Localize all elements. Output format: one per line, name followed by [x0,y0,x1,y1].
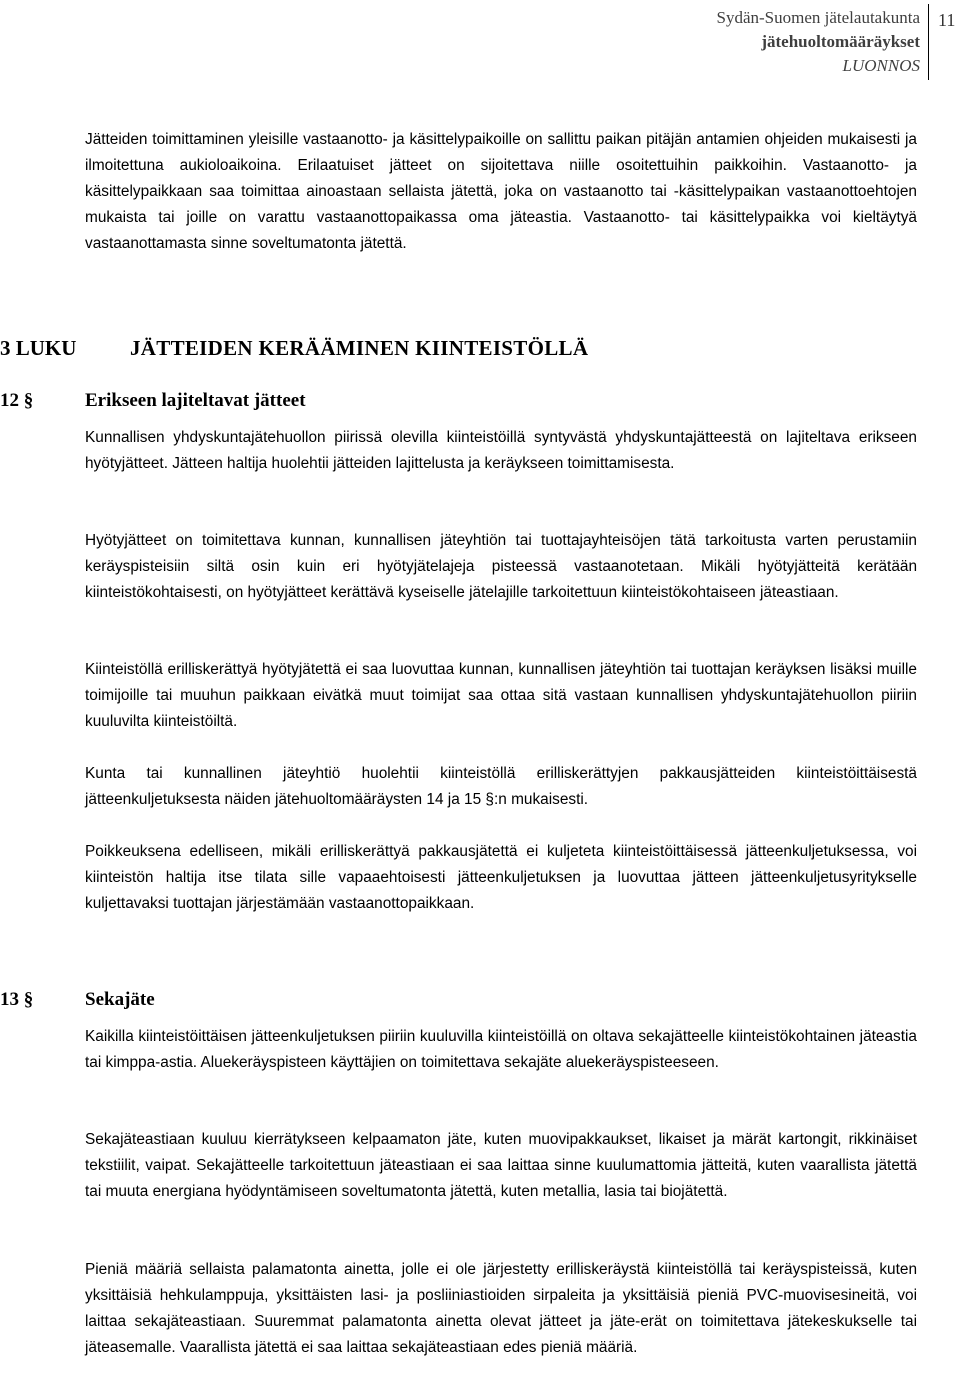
header-text-block [717,4,920,78]
chapter-title: JÄTTEIDEN KERÄÄMINEN KIINTEISTÖLLÄ [130,336,589,360]
section-13-paragraph-1: Kaikilla kiinteistöittäisen jätteenkuljetuksen piiriin kuuluvilla kiinteistöillä on oltava sekajätteelle kiinteistökohtainen jäteastia tai kimppa-astia. Aluekeräyspisteen käyttäjien on toimitettava sekajäte aluekeräyspisteeseen. [85,1028,917,1071]
intro-paragraph: Jätteiden toimittaminen yleisille vastaanotto- ja käsittelypaikoille on sallittu paikan pitäjän antamien ohjeiden mukaisesti ja ilmoitettuna aukioloaikoina. Erilaatuiset jätteet on sijoitettava niille osoitettuihin paikkoihin. Vastaanotto- ja käsittelypaikkaan saa toimittaa ainoastaan sellaista jätettä, joka on vastaanotto tai -käsittelypaikan vastaanottoehtojen mukaista tai joille on varattu vastaanottopaikassa oma jäteastia. Vastaanotto- tai käsittelypaikka voi kieltäytyä vastaanottamasta sinne soveltumatonta jätettä. [85,131,917,252]
section-13-heading [0,987,960,1017]
section-12-paragraph-3: Kiinteistöllä erilliskerättyä hyötyjätettä ei saa luovuttaa kunnan, kunnallisen jäteyhtiön tai tuottajan keräyksen lisäksi muille toimijoille tai muuhun paikkaan eivätkä muut toimijat saa ottaa sitä vastaan kunnallisen yhdyskuntajätehuollon piiriin kuuluvilta kiinteistöiltä. [85,661,917,730]
section-12-heading [0,388,960,418]
section-12-title: Erikseen lajiteltavat jätteet [85,390,306,411]
page-header [0,4,960,80]
section-13-paragraph-2: Sekajäteastiaan kuuluu kierrätykseen kelpaamaton jäte, kuten muovipakkaukset, likaiset ja märät kartongit, rikkinäiset tekstiilit, vaipat. Sekajätteelle tarkoitettuun jäteastiaan ei saa laittaa sinne kuulumattomia jätteitä, kuten vaarallista jätettä tai muuta energiana hyödyntämiseen soveltumatonta jätettä, kuten metallia, lasia tai biojätettä. [85,1131,917,1200]
page-number: 11 [938,10,956,30]
header-document-title: jätehuoltomääräykset [761,32,920,51]
header-divider [928,4,929,80]
section-12-paragraph-5: Poikkeuksena edelliseen, mikäli erilliskerättyä pakkausjätettä ei kuljeteta kiinteistöittäisessä jätteenkuljetuksessa, voi kiinteistön haltija itse tilata sille vapaaehtoisesti jätteenkuljetuksen ja luovuttaa jätteen jätteenkuljetusyritykselle kuljettavaksi tuottajan järjestämään vastaanottopaikkaan. [85,843,917,912]
chapter-heading [0,330,960,366]
section-12-paragraph-2: Hyötyjätteet on toimitettava kunnan, kunnallisen jäteyhtiön tai tuottajayhteisöjen tätä tarkoitusta varten perustamiin keräyspisteisiin siltä osin kuin eri hyötyjätelajeja pisteessä vastaanotetaan. Mikäli hyötyjätteitä kerätään kiinteistökohtaisesti, on hyötyjätteet kerättävä kyseiselle jätelajille tarkoitettuun kiinteistökohtaiseen jäteastiaan. [85,532,917,601]
section-12-paragraph-4: Kunta tai kunnallinen jäteyhtiö huolehtii kiinteistöllä erilliskerättyjen pakkausjätteiden kiinteistöittäisestä jätteenkuljetuksesta näiden jätehuoltomääräysten 14 ja 15 §:n mukaisesti. [85,765,917,808]
header-organization: Sydän-Suomen jätelautakunta [716,8,920,27]
chapter-number: 3 LUKU [0,336,77,360]
section-13-paragraph-3: Pieniä määriä sellaista palamatonta ainetta, jolle ei ole järjestetty erilliskeräystä kiinteistöllä tai keräyspisteissä, kuten yksittäisiä hehkulamppuja, yksittäisten lasi- ja posliiniastioiden sirpaleita ja yksittäisiä pieniä PVC-muovisesineitä, voi laittaa sekajäteastiaan. Suuremmat palamatonta ainetta olevat jätteet ja jäte-erät on toimitettava jätekeskukselle tai jäteasemalle. Vaarallista jätettä ei saa laittaa sekajäteastiaan edes pieniä määriä. [85,1261,917,1356]
header-draft-status: LUONNOS [842,56,920,75]
section-13-number: 13 § [0,989,34,1010]
section-12-number: 12 § [0,390,34,411]
section-13-title: Sekajäte [85,989,155,1010]
section-12-paragraph-1: Kunnallisen yhdyskuntajätehuollon piirissä olevilla kiinteistöillä syntyvästä yhdyskuntajätteestä on lajiteltava erikseen hyötyjätteet. Jätteen haltija huolehtii jätteiden lajittelusta ja keräykseen toimittamisesta. [85,429,917,472]
